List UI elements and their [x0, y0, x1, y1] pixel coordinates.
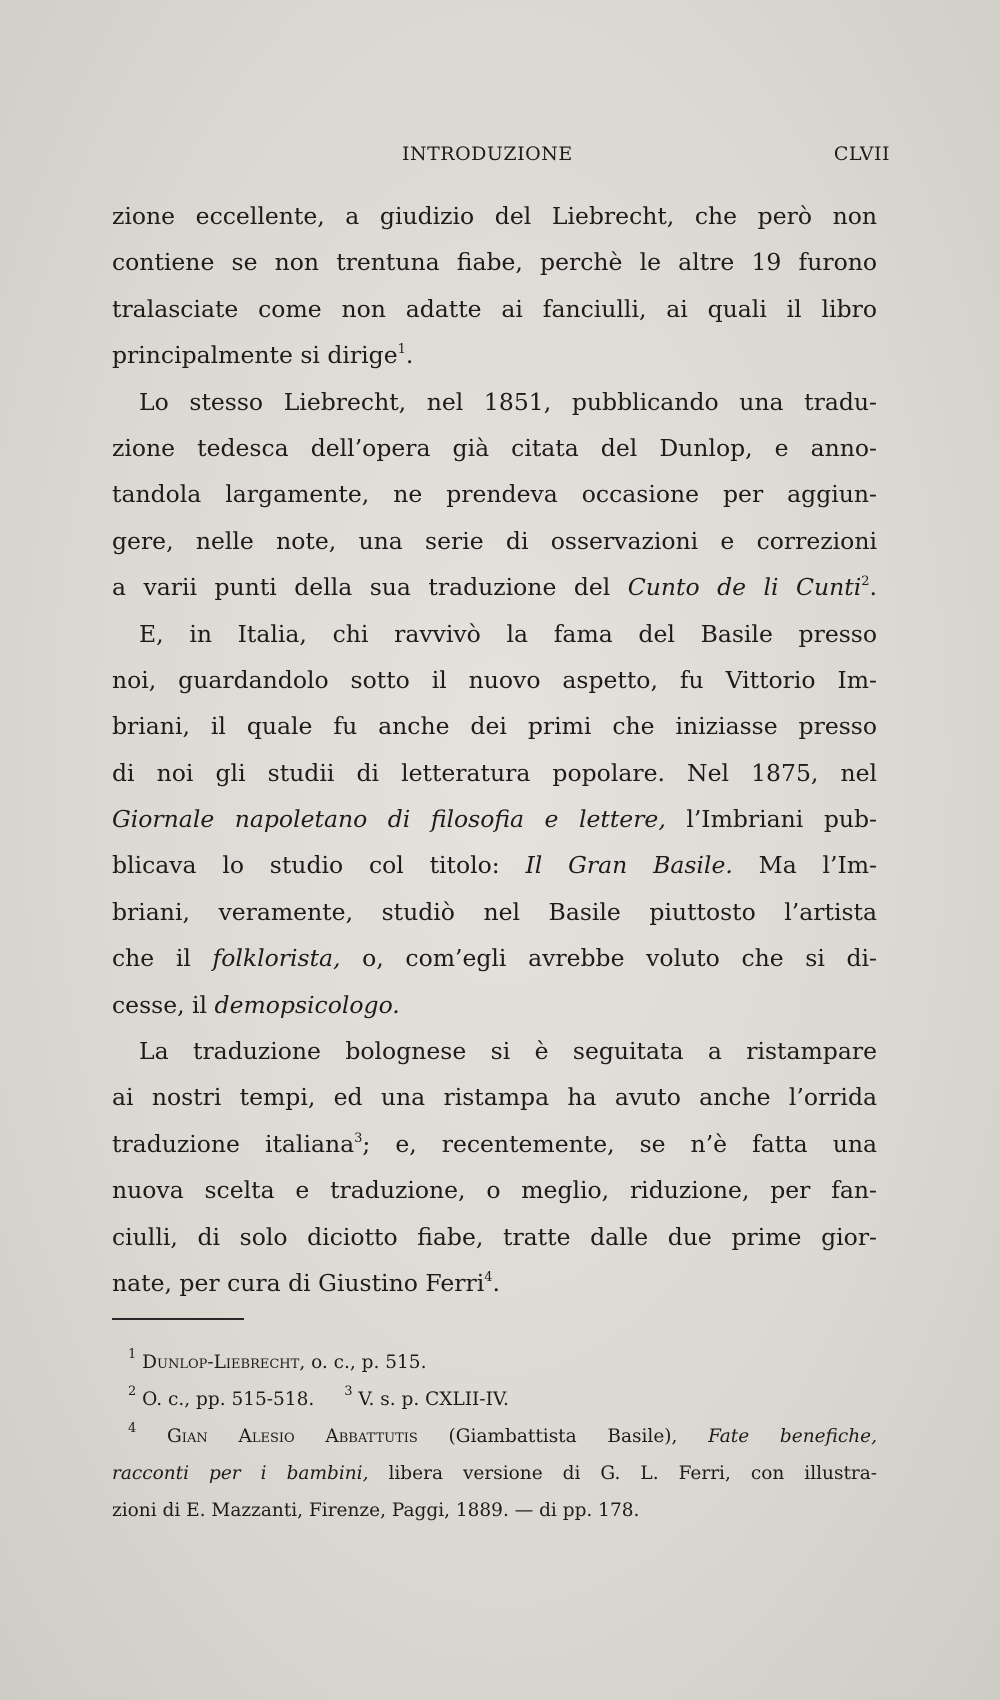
text-segment: ; e, recentemente, se n’è fatta una [362, 1129, 877, 1158]
footnote-number: 3 [344, 1384, 353, 1399]
footnote-ref: 1 [397, 342, 406, 358]
text-line: Lo stesso Liebrecht, nel 1851, pubblicando una tradu- [139, 387, 877, 416]
footnote-2-3 [112, 1381, 877, 1418]
work-title: Il Gran Basile. [525, 851, 733, 880]
text-segment: . [405, 341, 414, 370]
footnote-text: o. c., p. 515. [305, 1352, 427, 1373]
text-line: ai nostri tempi, ed una ristampa ha avuto anche l’orrida [112, 1083, 877, 1112]
text-line: La traduzione bolognese si è seguitata a ristampare [139, 1037, 877, 1066]
text-line: gere, nelle note, una serie di osservazioni e correzioni [112, 526, 877, 555]
footnote-text: libera versione di G. L. Ferri, con illustra- [368, 1463, 878, 1484]
footnote-ref: 2 [861, 574, 870, 590]
text-segment: a varii punti della sua traduzione del [112, 573, 628, 602]
text-line: noi, guardandolo sotto il nuovo aspetto, fu Vittorio Im- [112, 665, 877, 694]
text-segment: cesse, il [112, 990, 215, 1019]
text-line [112, 1260, 877, 1306]
footnote-1 [112, 1344, 877, 1381]
work-title: Giornale napoletano di filosofia e lettere, [112, 805, 666, 834]
italic-term: demopsicologo. [214, 990, 400, 1019]
footnote-4 [112, 1418, 877, 1455]
text-line: zione eccellente, a giudizio del Liebrecht, che però non [112, 202, 877, 230]
text-segment: l’Imbriani pub- [665, 805, 877, 834]
text-line: zione tedesca dell’opera già citata del Dunlop, e anno- [112, 433, 877, 462]
text-line: E, in Italia, chi ravvivò la fama del Basile presso [139, 619, 877, 648]
text-line: briani, il quale fu anche dei primi che iniziasse presso [112, 712, 877, 741]
text-line: briani, veramente, studiò nel Basile piuttosto l’artista [112, 897, 877, 926]
text-line: tralasciate come non adatte ai fanciulli, ai quali il libro [112, 294, 877, 323]
page-number: CLVII [833, 143, 890, 165]
italic-term: folklorista, [212, 944, 341, 973]
footnote-ref: 4 [484, 1269, 493, 1285]
text-line [112, 982, 877, 1028]
text-line: di noi gli studii di letteratura popolare. Nel 1875, nel [112, 758, 877, 787]
text-line: tandola largamente, ne prendeva occasione per aggiun- [112, 480, 877, 509]
text-segment: . [869, 573, 877, 602]
text-line: contiene se non trentuna fiabe, perchè le altre 19 furono [112, 248, 877, 277]
running-header [0, 143, 1000, 173]
footnote-text: V. s. p. CXLII-IV. [358, 1389, 509, 1410]
footnote-divider [112, 1318, 244, 1320]
text-line: nuova scelta e traduzione, o meglio, riduzione, per fan- [112, 1176, 877, 1205]
text-line [112, 796, 877, 842]
text-line [112, 564, 877, 610]
text-segment: traduzione italiana [112, 1129, 355, 1158]
text-line [112, 935, 877, 981]
footnote-4-cont [112, 1455, 877, 1492]
text-segment: o, com’egli avrebbe voluto che si di- [340, 944, 877, 973]
footnote-author: Dunlop-Liebrecht, [142, 1352, 306, 1373]
text-segment: principalmente si dirige [112, 341, 398, 370]
text-segment: Ma l’Im- [732, 851, 877, 880]
text-line: ciulli, di solo diciotto fiabe, tratte dalle due prime gior- [112, 1222, 877, 1251]
text-line [112, 1121, 877, 1167]
footnotes [112, 1344, 877, 1529]
text-segment: blicava lo studio col titolo: [112, 851, 526, 880]
text-segment: nate, per cura di Giustino Ferri [112, 1268, 485, 1297]
running-title: INTRODUZIONE [402, 143, 573, 165]
footnote-text: O. c., pp. 515-518. [142, 1389, 315, 1410]
footnote-author: Gian Alesio Abbattutis [167, 1426, 418, 1447]
footnote-ref: 3 [354, 1130, 363, 1146]
footnote-title: Fate benefiche, [708, 1426, 877, 1447]
text-line [112, 332, 877, 378]
text-segment: che il [112, 944, 213, 973]
footnote-title: racconti per i bambini, [112, 1463, 369, 1484]
footnote-number: 2 [128, 1384, 137, 1399]
footnote-4-cont: zioni di E. Mazzanti, Firenze, Paggi, 1889. — di pp. 178. [112, 1500, 640, 1521]
footnote-text: (Giambattista Basile), [417, 1426, 709, 1447]
text-line [112, 842, 877, 888]
main-text [112, 193, 877, 1306]
work-title: Cunto de li Cunti [627, 573, 862, 602]
footnote-number: 4 [128, 1421, 137, 1436]
text-segment: . [492, 1268, 501, 1297]
footnote-number: 1 [128, 1347, 137, 1362]
